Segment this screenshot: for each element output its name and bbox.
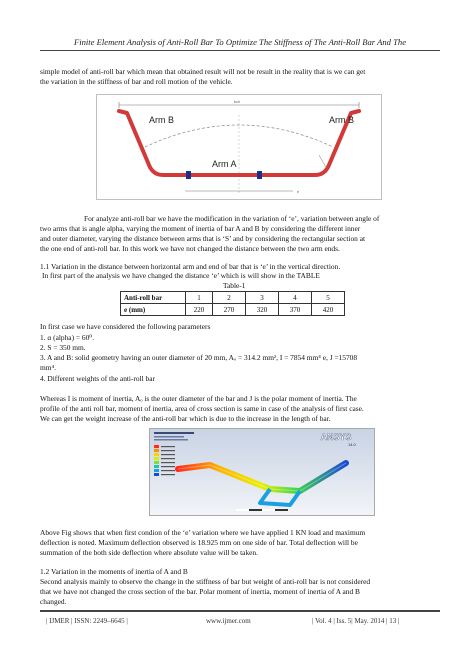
table-cell: 370 — [279, 304, 312, 316]
left-bushing — [186, 171, 191, 179]
param-item-3-cont: mm⁴. — [40, 363, 56, 372]
param-item-2: 2. S = 350 mm. — [40, 343, 86, 352]
right-bushing — [257, 171, 262, 179]
para2-line-2: profile of the anti roll bar, moment of inertia, area of cross section is same in case of the analysis of first case. — [40, 404, 364, 413]
para1-line-3: and outer diameter, varying the distance between arms that is ‘S’ and by considering the rectangular section at — [40, 234, 366, 243]
table-header-cell: Anti-roll bar — [121, 292, 186, 304]
figure-ansys-result — [149, 428, 375, 516]
section-1-1-heading: 1.1 Variation in the distance between horizontal arm and end of bar that is ‘e’ in the vertical direction. — [40, 262, 341, 271]
side-dimension-label: d — [329, 161, 332, 166]
footer-website-link[interactable]: www.ijmer.com — [206, 617, 251, 625]
dimension-e-label: e — [297, 189, 300, 194]
section-1-1-line-2: In first part of the analysis we have changed the distance ‘e’ which is will show in the TABLE — [42, 271, 320, 280]
table-cell: 320 — [246, 304, 279, 316]
ansys-deformation-plot — [150, 429, 374, 515]
anti-roll-bar-schematic — [97, 95, 381, 199]
intro-line-2: the variation in the stiffness of bar and roll motion of the vehicle. — [40, 77, 233, 86]
para2-line-1: Whereas I is moment of inertia, Aₒ is the outer diameter of the bar and J is the polar moment of inertia. The — [40, 394, 357, 403]
ansys-logo: ANSYS — [320, 432, 352, 442]
label-arm-b-right: Arm B — [329, 115, 355, 125]
table-header-cell: 4 — [279, 292, 312, 304]
section-1-2-line-3: changed. — [40, 597, 67, 606]
param-item-1: 1. α (alpha) = 60⁰. — [40, 333, 95, 342]
table-cell: 220 — [186, 304, 213, 316]
param-item-4: 4. Different weights of the anti-roll bar — [40, 374, 155, 383]
table-header-cell: 3 — [246, 292, 279, 304]
ansys-version: 14.0 — [348, 442, 356, 447]
table-1 — [120, 291, 345, 316]
header-rule — [40, 50, 440, 51]
table-cell: e (mm) — [121, 304, 186, 316]
label-arm-a: Arm A — [212, 159, 237, 169]
table-header-row — [121, 292, 345, 304]
figure-anti-roll-bar-diagram — [96, 94, 382, 200]
intro-line-1: simple model of anti-roll bar which mean that obtained result will not be result in the reality that is we can get — [40, 67, 366, 76]
running-header: Finite Element Analysis of Anti-Roll Bar To Optimize The Stiffness of The Anti-Roll Bar And The — [73, 37, 407, 47]
section-1-2-line-2: that we have not changed the cross section of the bar. Polar moment of inertia, moment of inertia of A and B — [40, 587, 360, 596]
para3-line-3: summation of the both side deflection where absolute value will be taken. — [40, 548, 258, 557]
label-arm-b-left: Arm B — [149, 115, 175, 125]
params-intro: In first case we have considered the following parameters — [40, 322, 211, 331]
param-item-3: 3. A and B: solid geometry having an outer diameter of 20 mm, Aₒ = 314.2 mm², I = 7854 mm⁴ e, J =15708 — [40, 353, 358, 362]
para1-line-4: the one end of anti-roll bar. In this work we have not changed the distance between the two arm ends. — [40, 244, 340, 253]
table-header-cell: 1 — [186, 292, 213, 304]
footer-rule — [40, 610, 440, 612]
section-1-2-heading: 1.2 Variation in the moments of inertia of A and B — [40, 567, 188, 576]
para2-line-3: We can get the weight increase of the anti-roll bar which is due to the increase in the length of bar. — [40, 414, 331, 423]
table-row — [121, 304, 345, 316]
section-1-2-line-1: Second analysis mainly to observe the change in the stiffness of bar but weight of anti-roll bar is not considered — [40, 577, 371, 586]
para1-line-2: two arms that is angle alpha, varying the moment of inertia of bar A and B by considering the different inner — [40, 224, 361, 233]
footer-journal-info: | IJMER | ISSN: 2249–6645 | — [46, 617, 128, 625]
table-header-cell: 2 — [213, 292, 246, 304]
table-caption: Table-1 — [223, 281, 246, 290]
table-cell: 270 — [213, 304, 246, 316]
para3-line-1: Above Fig shows that when first condion of the ‘e’ variation where we have applied 1 KN load and maximum — [40, 528, 366, 537]
para1-line-1: For analyze anti-roll bar we have the modification in the variation of ‘e’, variation between angle of — [84, 214, 380, 223]
para3-line-2: deflection is noted. Maximum deflection observed is 18.925 mm on one side of bar. Total deflection will be — [40, 538, 358, 547]
top-dimension-label: bck — [233, 99, 241, 104]
footer-volume-info: | Vol. 4 | Iss. 5| May. 2014 | 13 | — [312, 617, 400, 625]
table-header-cell: 5 — [312, 292, 345, 304]
table-cell: 420 — [312, 304, 345, 316]
